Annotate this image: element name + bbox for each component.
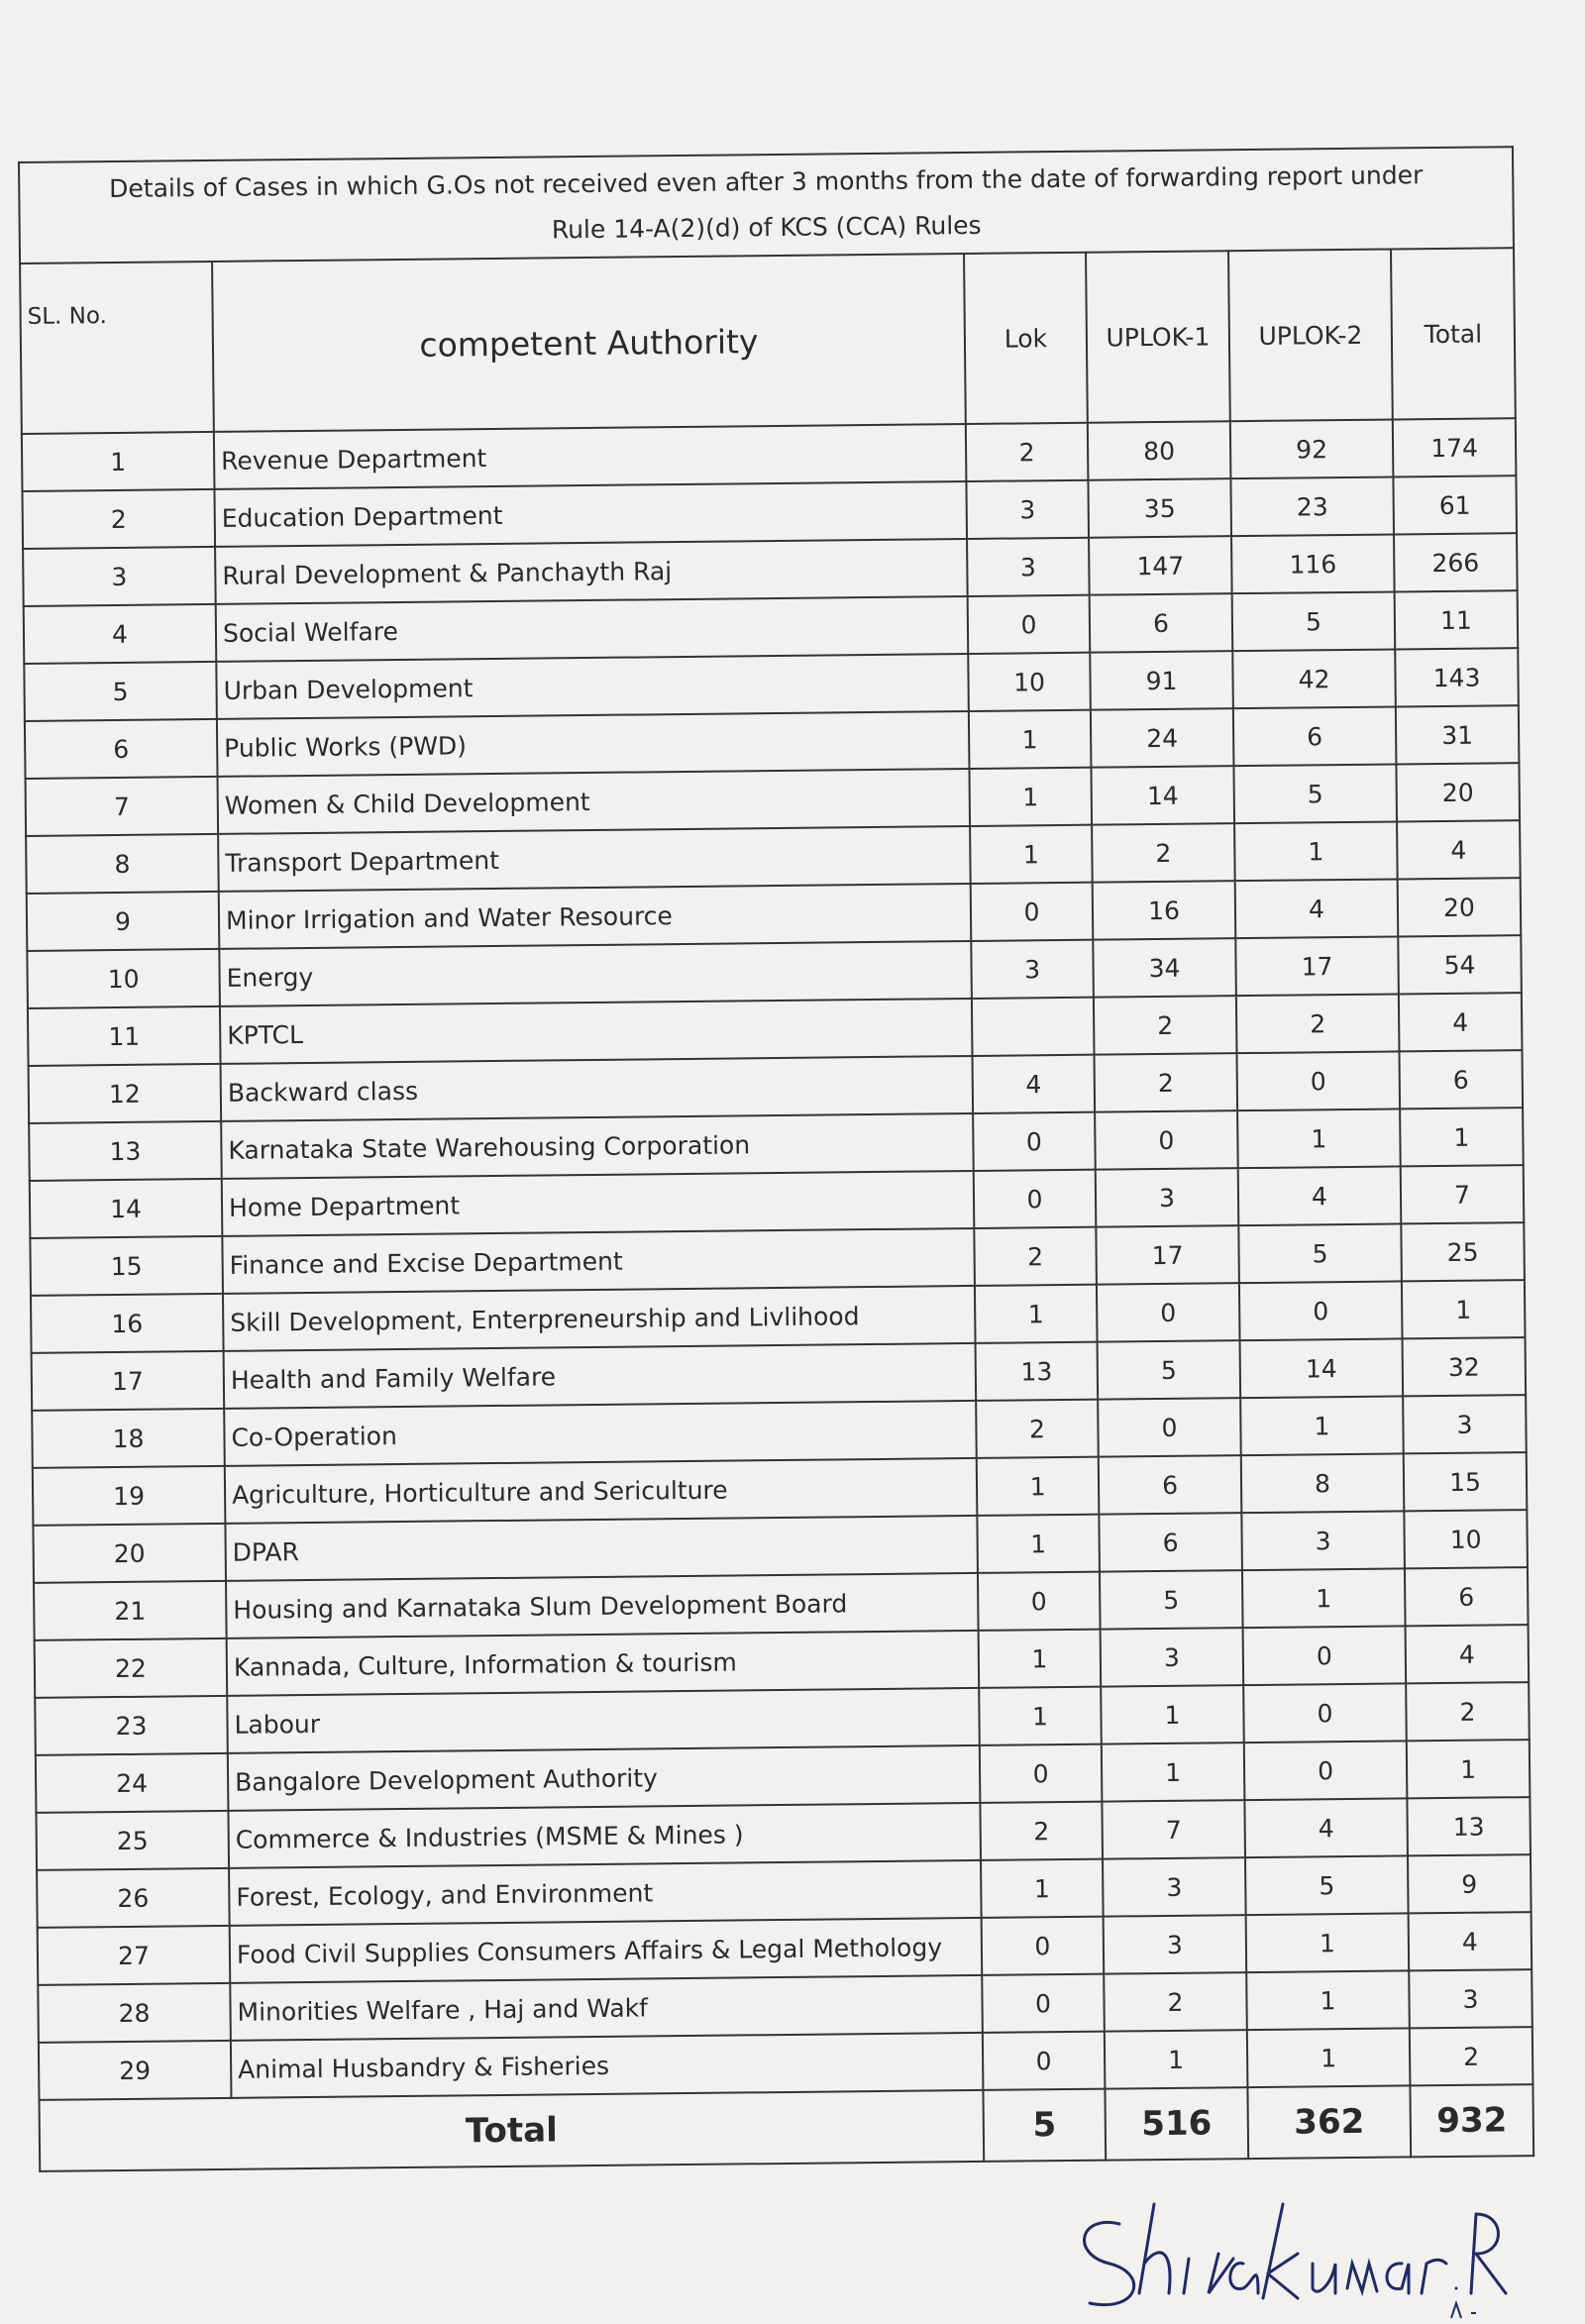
cell-total: 4 xyxy=(1397,820,1521,879)
cell-uplok2: 1 xyxy=(1247,2028,1411,2087)
cell-uplok1: 0 xyxy=(1098,1398,1241,1457)
cell-sl: 4 xyxy=(24,604,217,664)
cell-sl: 8 xyxy=(26,834,219,894)
cell-lok: 4 xyxy=(973,1055,1096,1113)
cell-uplok1: 0 xyxy=(1095,1110,1238,1170)
cell-lok: 13 xyxy=(976,1342,1099,1401)
cell-authority: Housing and Karnataka Slum Development Board xyxy=(226,1573,979,1638)
cell-sl: 18 xyxy=(32,1409,225,1468)
cell-sl: 14 xyxy=(30,1179,223,1238)
cell-authority: Food Civil Supplies Consumers Affairs & Legal Methology xyxy=(230,1918,983,1983)
cell-total: 1 xyxy=(1407,1740,1531,1798)
cell-lok: 1 xyxy=(981,1859,1104,1918)
total-uplok2: 362 xyxy=(1247,2085,1411,2159)
cell-uplok2: 1 xyxy=(1237,1109,1401,1168)
cell-uplok2: 8 xyxy=(1241,1453,1405,1513)
cell-uplok2: 1 xyxy=(1234,821,1398,881)
total-lok: 5 xyxy=(983,2089,1106,2162)
cell-sl: 6 xyxy=(25,719,218,779)
header-total: Total xyxy=(1391,248,1516,419)
cell-lok: 0 xyxy=(983,2032,1106,2090)
cell-total: 174 xyxy=(1393,418,1517,476)
total-label: Total xyxy=(39,2090,984,2171)
title-line-1: Details of Cases in which G.Os not received even after 3 months from the date of forwarding report under xyxy=(109,160,1424,204)
cell-sl: 17 xyxy=(32,1351,225,1411)
cell-uplok2: 1 xyxy=(1242,1568,1406,1628)
cell-authority: Skill Development, Enterpreneurship and Livlihood xyxy=(223,1286,976,1351)
header-lok: Lok xyxy=(964,253,1088,424)
cell-lok: 2 xyxy=(976,1400,1099,1458)
cell-sl: 1 xyxy=(22,432,215,491)
cell-uplok2: 17 xyxy=(1235,936,1399,996)
cell-total: 4 xyxy=(1399,993,1523,1051)
cell-uplok2: 6 xyxy=(1233,706,1397,766)
cell-total: 25 xyxy=(1401,1222,1525,1281)
cell-total: 3 xyxy=(1409,1969,1532,2028)
cell-uplok1: 2 xyxy=(1095,1053,1238,1112)
cell-authority: Social Welfare xyxy=(216,596,969,662)
cell-authority: Labour xyxy=(227,1688,980,1753)
cell-uplok2: 1 xyxy=(1246,1913,1410,1972)
cell-authority: Women & Child Development xyxy=(218,769,971,834)
cell-uplok2: 0 xyxy=(1243,1626,1407,1685)
cell-uplok1: 2 xyxy=(1092,823,1235,883)
cell-uplok1: 35 xyxy=(1088,478,1231,538)
header-row xyxy=(20,248,1516,434)
cell-total: 6 xyxy=(1399,1050,1523,1109)
cell-uplok2: 42 xyxy=(1232,649,1396,708)
cell-lok: 0 xyxy=(973,1112,1096,1171)
cell-uplok1: 0 xyxy=(1097,1283,1240,1342)
cell-lok: 3 xyxy=(966,480,1089,539)
cell-total: 11 xyxy=(1395,590,1519,649)
cell-lok: 3 xyxy=(967,538,1090,596)
header-authority: competent Authority xyxy=(212,254,966,432)
cell-authority: Commerce & Industries (MSME & Mines ) xyxy=(228,1803,981,1868)
cell-authority: Karnataka State Warehousing Corporation xyxy=(221,1113,974,1179)
cell-authority: KPTCL xyxy=(220,999,973,1064)
cell-lok: 0 xyxy=(971,883,1094,941)
cell-uplok2: 116 xyxy=(1231,534,1395,593)
cell-uplok1: 5 xyxy=(1100,1570,1243,1630)
cell-lok: 1 xyxy=(979,1630,1102,1688)
cell-sl: 2 xyxy=(22,489,215,549)
cell-uplok2: 5 xyxy=(1232,591,1396,651)
cell-sl: 26 xyxy=(37,1868,230,1928)
cell-total: 13 xyxy=(1407,1797,1531,1855)
cell-uplok2: 0 xyxy=(1236,1051,1400,1110)
cell-uplok2: 0 xyxy=(1239,1281,1403,1340)
cases-table xyxy=(19,247,1534,2172)
cell-total: 20 xyxy=(1396,763,1520,821)
cell-uplok1: 2 xyxy=(1104,1972,1247,2032)
cell-total: 3 xyxy=(1403,1395,1527,1453)
cell-sl: 21 xyxy=(34,1581,227,1640)
cell-uplok1: 80 xyxy=(1088,421,1231,480)
cell-lok: 0 xyxy=(982,1917,1105,1975)
cell-sl: 19 xyxy=(33,1466,226,1526)
cell-uplok2: 1 xyxy=(1246,1970,1410,2030)
cell-lok: 2 xyxy=(966,423,1089,481)
cell-uplok1: 16 xyxy=(1093,881,1236,940)
cell-sl: 27 xyxy=(38,1926,231,1985)
cell-sl: 11 xyxy=(28,1006,221,1066)
cell-total: 4 xyxy=(1409,1912,1532,1970)
cell-uplok2: 5 xyxy=(1245,1855,1409,1915)
cell-total: 20 xyxy=(1398,878,1522,936)
cell-uplok2: 14 xyxy=(1240,1338,1404,1398)
cell-authority: Urban Development xyxy=(216,654,969,719)
cell-authority: Animal Husbandry & Fisheries xyxy=(231,2033,984,2098)
cell-total: 1 xyxy=(1402,1280,1526,1338)
cell-sl: 5 xyxy=(24,662,217,721)
cell-uplok2: 2 xyxy=(1236,994,1400,1053)
cell-lok: 10 xyxy=(968,653,1091,711)
cell-sl: 22 xyxy=(35,1638,228,1698)
cell-lok: 0 xyxy=(982,1974,1105,2033)
cell-authority: Public Works (PWD) xyxy=(217,711,970,777)
cell-authority: Backward class xyxy=(221,1056,974,1121)
cell-authority: Rural Development & Panchayth Raj xyxy=(215,539,968,604)
cell-uplok2: 4 xyxy=(1235,879,1399,938)
header-uplok1: UPLOK-1 xyxy=(1086,251,1230,422)
cell-uplok1: 3 xyxy=(1101,1628,1244,1687)
cell-uplok1: 2 xyxy=(1094,996,1237,1055)
cell-lok: 1 xyxy=(970,825,1093,884)
cell-authority: Energy xyxy=(219,941,972,1006)
cell-uplok1: 3 xyxy=(1103,1857,1246,1917)
cell-uplok1: 1 xyxy=(1105,2030,1248,2089)
cell-sl: 3 xyxy=(23,547,216,606)
cell-uplok2: 0 xyxy=(1244,1741,1408,1800)
cell-uplok2: 5 xyxy=(1233,764,1397,823)
cell-sl: 28 xyxy=(38,1983,231,2043)
cell-sl: 7 xyxy=(26,777,219,836)
cell-sl: 24 xyxy=(36,1753,229,1813)
cell-sl: 29 xyxy=(39,2041,232,2100)
signature xyxy=(1060,2165,1516,2324)
cell-authority: Co-Operation xyxy=(224,1401,977,1466)
cell-lok: 1 xyxy=(979,1687,1102,1745)
cell-uplok1: 3 xyxy=(1096,1168,1239,1227)
report-document xyxy=(18,146,1534,2172)
cell-uplok1: 24 xyxy=(1091,708,1234,768)
cell-authority: DPAR xyxy=(225,1516,978,1581)
cell-lok: 1 xyxy=(975,1285,1098,1343)
cell-sl: 13 xyxy=(29,1121,222,1181)
cell-lok: 1 xyxy=(977,1515,1100,1573)
cell-uplok1: 1 xyxy=(1102,1743,1245,1802)
cell-total: 7 xyxy=(1401,1165,1525,1223)
cell-uplok2: 4 xyxy=(1238,1166,1402,1225)
total-row xyxy=(39,2084,1533,2171)
cell-lok: 3 xyxy=(971,940,1094,999)
cell-lok: 0 xyxy=(974,1170,1097,1228)
cell-sl: 10 xyxy=(27,949,220,1008)
header-sl: SL. No. xyxy=(20,262,214,434)
header-uplok2: UPLOK-2 xyxy=(1228,249,1393,421)
cell-total: 266 xyxy=(1394,533,1518,591)
title-line-2: Rule 14-A(2)(d) of KCS (CCA) Rules xyxy=(551,210,982,245)
cell-uplok2: 23 xyxy=(1230,476,1394,536)
cell-total: 1 xyxy=(1400,1108,1524,1166)
cell-uplok1: 91 xyxy=(1090,651,1233,710)
cell-sl: 20 xyxy=(33,1524,226,1583)
cell-total: 61 xyxy=(1393,475,1517,534)
cell-authority: Kannada, Culture, Information & tourism xyxy=(227,1631,980,1696)
cell-total: 4 xyxy=(1406,1625,1530,1683)
cell-lok: 0 xyxy=(968,595,1091,654)
cell-total: 2 xyxy=(1410,2027,1533,2085)
cell-total: 143 xyxy=(1395,648,1519,706)
cell-uplok1: 17 xyxy=(1096,1225,1239,1285)
cell-uplok2: 1 xyxy=(1240,1396,1404,1455)
cell-total: 15 xyxy=(1404,1452,1528,1511)
cell-uplok1: 3 xyxy=(1104,1915,1247,1974)
cell-total: 32 xyxy=(1403,1337,1527,1396)
cell-authority: Transport Department xyxy=(218,826,971,892)
cell-authority: Health and Family Welfare xyxy=(224,1343,977,1409)
cell-uplok2: 5 xyxy=(1238,1223,1402,1283)
cell-sl: 12 xyxy=(29,1064,222,1123)
total-uplok1: 516 xyxy=(1105,2087,1248,2161)
cell-lok: 0 xyxy=(980,1744,1103,1803)
cell-lok: 2 xyxy=(974,1227,1097,1286)
cell-lok: 0 xyxy=(978,1572,1101,1631)
cell-uplok1: 1 xyxy=(1101,1685,1244,1744)
report-title xyxy=(18,146,1515,263)
cell-authority: Minor Irrigation and Water Resource xyxy=(219,884,972,949)
cell-uplok1: 14 xyxy=(1091,766,1234,825)
cell-sl: 23 xyxy=(35,1696,228,1755)
cell-uplok2: 0 xyxy=(1243,1683,1407,1743)
cell-total: 6 xyxy=(1405,1567,1529,1626)
cell-authority: Revenue Department xyxy=(214,424,967,489)
cell-uplok1: 6 xyxy=(1090,593,1233,653)
cell-uplok1: 147 xyxy=(1089,536,1232,595)
cell-uplok1: 6 xyxy=(1099,1513,1242,1572)
cell-total: 2 xyxy=(1406,1682,1530,1741)
cell-total: 9 xyxy=(1408,1854,1532,1913)
cell-uplok2: 92 xyxy=(1230,419,1394,478)
cell-lok xyxy=(972,998,1095,1056)
cell-uplok1: 7 xyxy=(1102,1800,1245,1859)
cell-authority: Education Department xyxy=(214,481,967,547)
cell-authority: Agriculture, Horticulture and Sericulture xyxy=(225,1458,978,1524)
total-total: 932 xyxy=(1410,2084,1533,2157)
cell-sl: 25 xyxy=(36,1811,229,1870)
cell-authority: Finance and Excise Department xyxy=(222,1228,975,1294)
cell-lok: 2 xyxy=(980,1802,1103,1860)
cell-uplok2: 3 xyxy=(1241,1511,1405,1570)
cell-total: 10 xyxy=(1404,1510,1528,1568)
cell-total: 54 xyxy=(1398,935,1522,994)
cell-total: 31 xyxy=(1396,705,1520,764)
cell-lok: 1 xyxy=(969,768,1092,826)
cell-sl: 9 xyxy=(27,892,220,951)
cell-lok: 1 xyxy=(969,710,1092,769)
cell-uplok1: 34 xyxy=(1093,938,1236,998)
cell-lok: 1 xyxy=(977,1457,1100,1516)
cell-sl: 15 xyxy=(30,1236,223,1296)
cell-authority: Minorities Welfare , Haj and Wakf xyxy=(230,1975,983,2041)
cell-authority: Forest, Ecology, and Environment xyxy=(229,1860,982,1926)
cell-uplok1: 6 xyxy=(1099,1455,1242,1515)
cell-authority: Bangalore Development Authority xyxy=(228,1745,981,1811)
cell-uplok1: 5 xyxy=(1098,1340,1241,1400)
cell-sl: 16 xyxy=(31,1294,224,1353)
cell-uplok2: 4 xyxy=(1244,1798,1408,1857)
cell-authority: Home Department xyxy=(222,1171,975,1236)
